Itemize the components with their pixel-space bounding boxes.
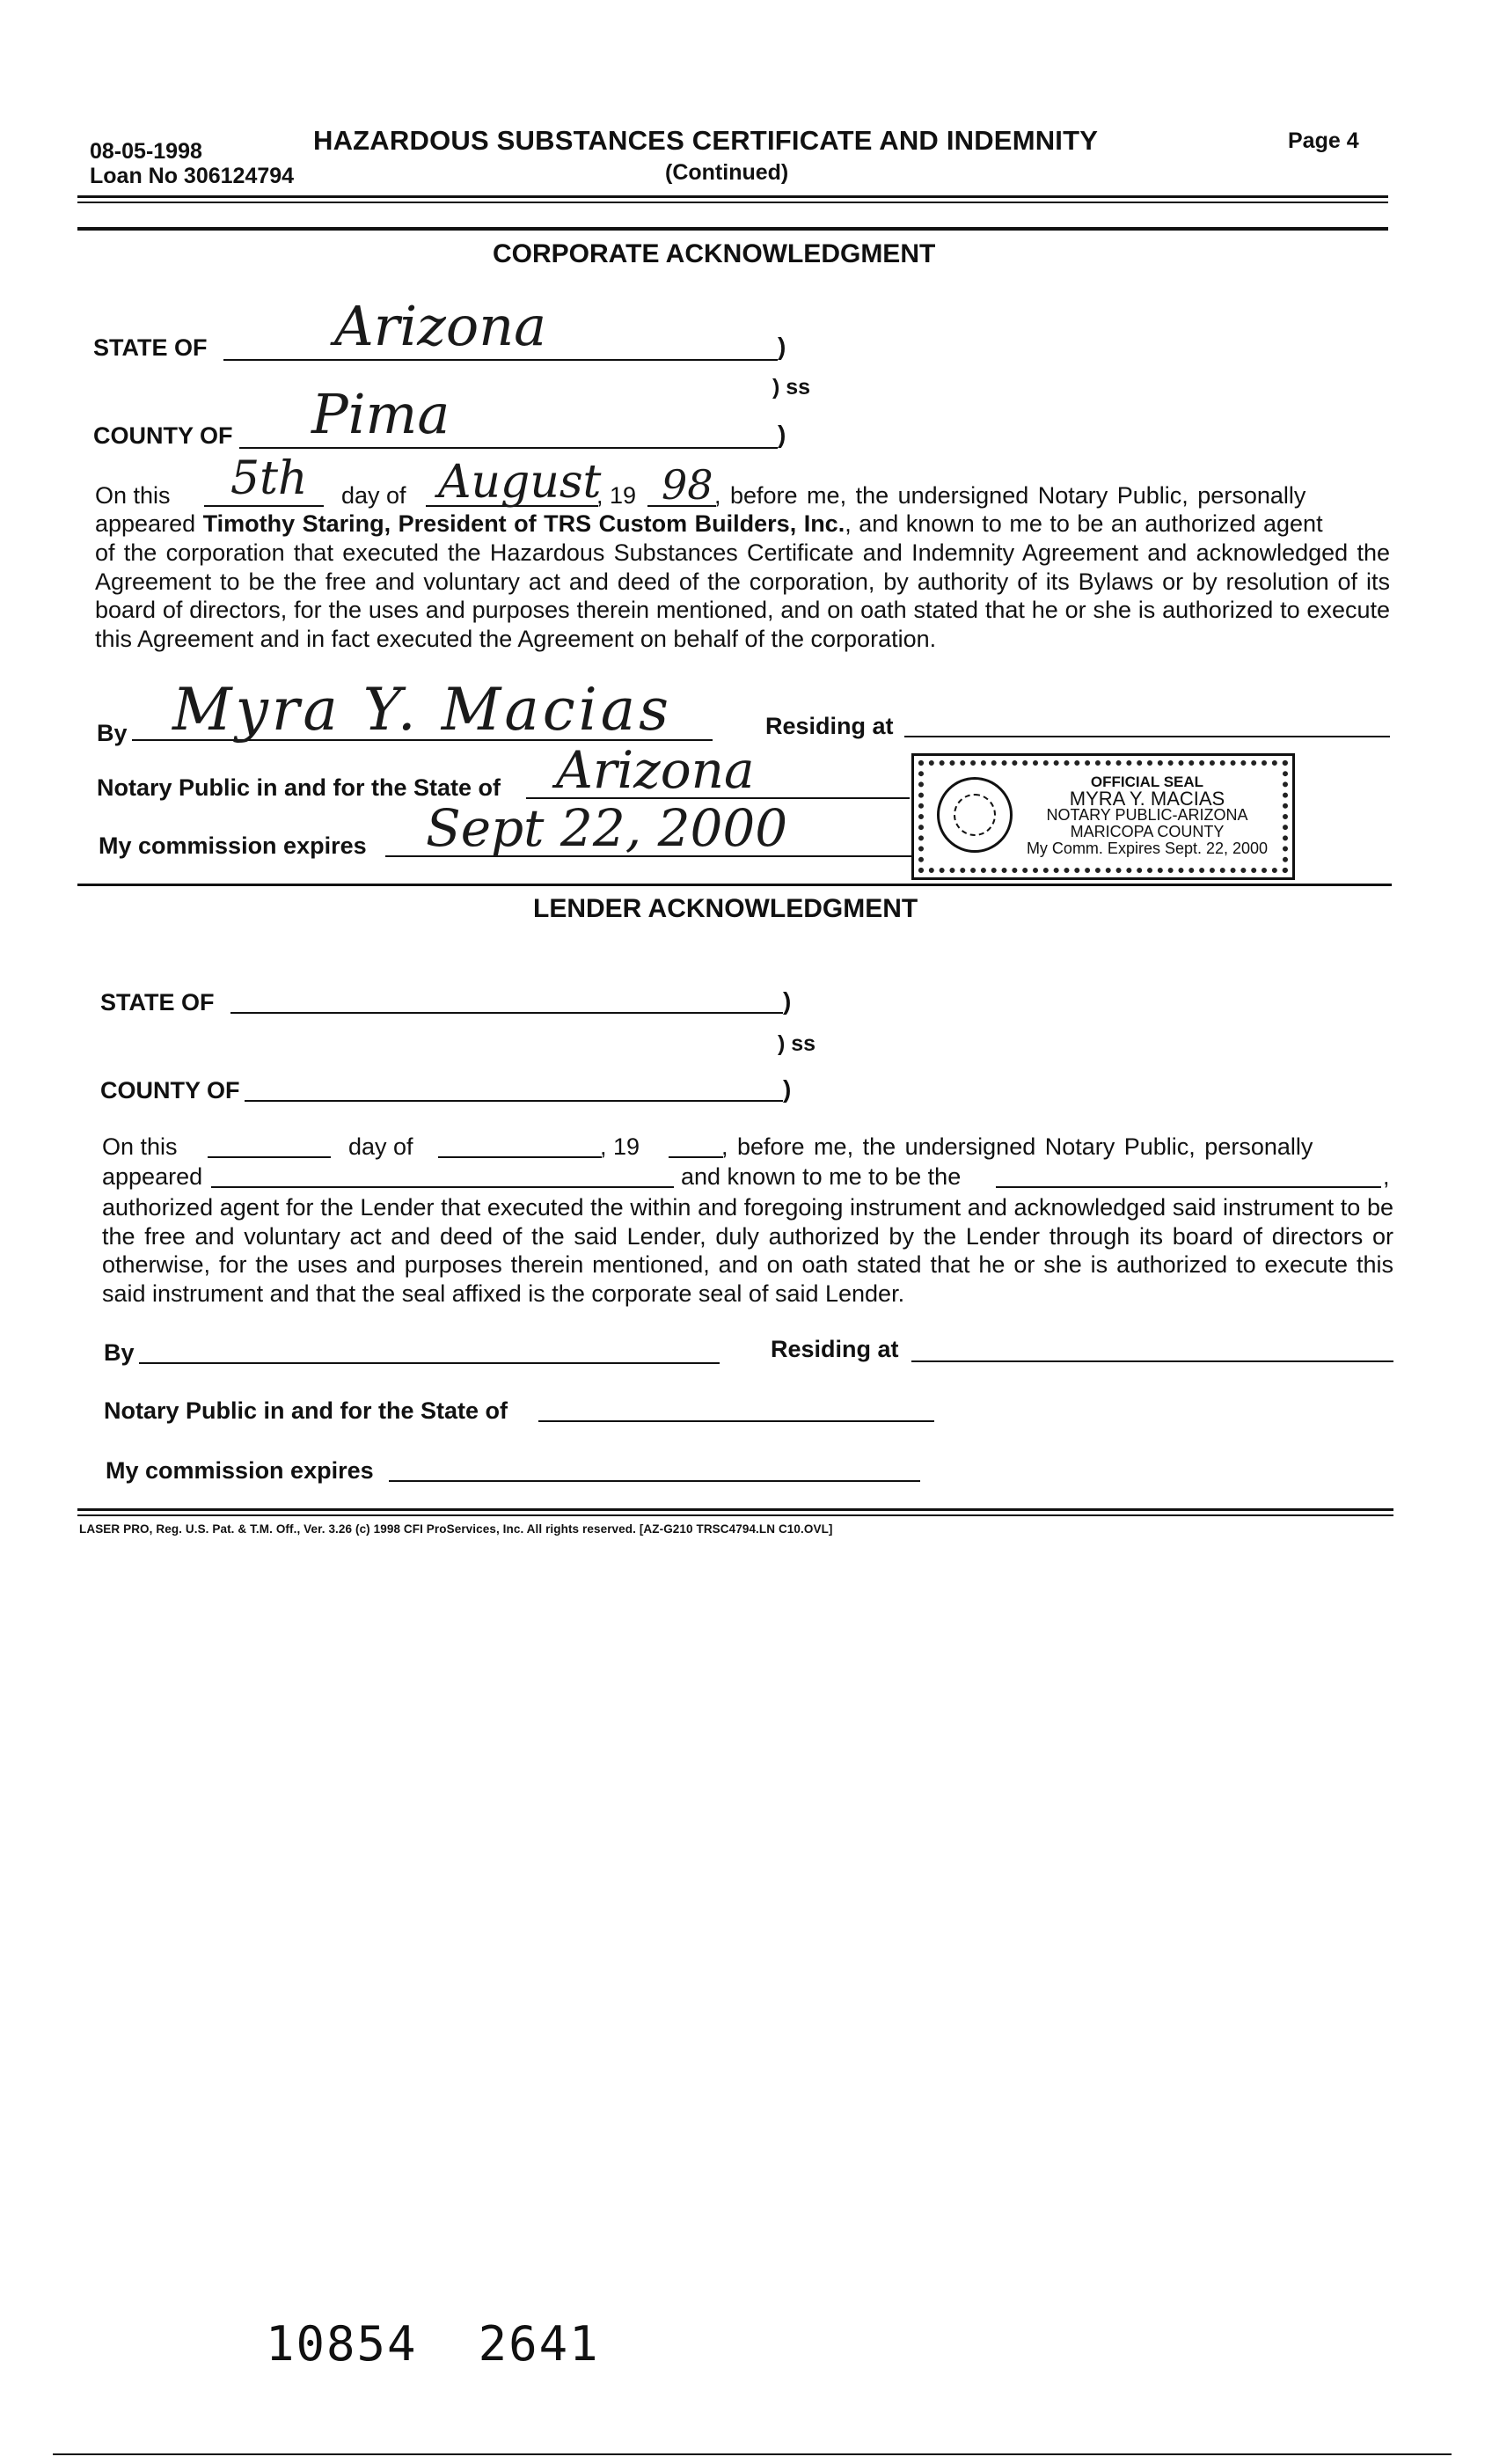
- corporate-residing-label: Residing at: [765, 713, 894, 739]
- lender-line1-rest: , before me, the undersigned Notary Public, personally: [721, 1133, 1313, 1160]
- corporate-commission-value: Sept 22, 2000: [426, 798, 788, 858]
- corporate-day-value: 5th: [230, 452, 308, 505]
- page-bottom-rule: [53, 2453, 1452, 2455]
- corporate-notary-state: Arizona: [556, 740, 755, 800]
- lender-by-label: By: [104, 1339, 135, 1366]
- lender-state-label: STATE OF: [100, 989, 215, 1016]
- corporate-state-paren: ): [778, 333, 786, 360]
- seal-line-notary: NOTARY PUBLIC-ARIZONA: [1046, 806, 1248, 824]
- corporate-state-field: [223, 359, 778, 361]
- arizona-seal-emblem-icon: [937, 777, 1013, 853]
- lender-title-field: [996, 1186, 1381, 1188]
- lender-year-field: [669, 1156, 723, 1158]
- document-title: HAZARDOUS SUBSTANCES CERTIFICATE AND INDEMNITY: [313, 125, 1099, 156]
- header-loan-number: Loan No 306124794: [90, 164, 295, 188]
- lender-known-text: and known to me to be the: [681, 1163, 962, 1190]
- corporate-year-value: 98: [662, 461, 713, 509]
- lender-body-paragraph: authorized agent for the Lender that executed the within and foregoing instrument and acknowledged said instrument to be the free and voluntary act and deed of the said Lender, duly authorized by the Lender through its board of directors or otherwise, for the uses and purposes therein mentioned, and on oath stated that he or she is authorized to execute this said instrument and that the seal affixed is the corporate seal of said Lender.: [102, 1194, 1393, 1307]
- corporate-on-this: On this: [95, 482, 171, 509]
- footer-rule-top: [77, 1508, 1393, 1511]
- lender-notary-field: [538, 1420, 934, 1422]
- corporate-appeared-rest: , and known to me to be an authorized agent: [845, 510, 1323, 537]
- lender-appeared-field: [211, 1186, 674, 1188]
- corporate-residing-field: [904, 736, 1390, 737]
- lender-day-field: [208, 1156, 331, 1158]
- lender-commission-field: [389, 1480, 920, 1482]
- seal-line-name: MYRA Y. MACIAS: [1069, 788, 1225, 810]
- corporate-section-title: CORPORATE ACKNOWLEDGMENT: [493, 239, 936, 268]
- lender-day-of: day of: [348, 1133, 413, 1160]
- lender-county-paren: ): [783, 1075, 792, 1103]
- section-divider-rule: [77, 884, 1392, 886]
- lender-notary-label: Notary Public in and for the State of: [104, 1397, 508, 1424]
- lender-ss: ) ss: [778, 1031, 816, 1056]
- lender-month-field: [438, 1156, 602, 1158]
- document-subtitle: (Continued): [665, 160, 789, 185]
- lender-commission-label: My commission expires: [106, 1457, 374, 1484]
- corporate-line1-rest: , before me, the undersigned Notary Public, personally: [714, 482, 1306, 509]
- header-rule-second: [77, 227, 1388, 231]
- header-date: 08-05-1998: [90, 139, 202, 164]
- corporate-commission-label: My commission expires: [99, 832, 367, 859]
- footer-rule-bottom: [77, 1514, 1393, 1516]
- official-notary-seal: [911, 753, 1295, 880]
- lender-state-field: [230, 1012, 783, 1014]
- corporate-body-paragraph: of the corporation that executed the Hazardous Substances Certificate and Indemnity Agreement and acknowledged the Agreement to be the free and voluntary act and deed of the corporation, by authority of its Bylaws or by resolution of its board of directors, for the uses and purposes therein mentioned, and on oath stated that he or she is authorized to execute this Agreement and in fact executed the Agreement on behalf of the corporation.: [95, 539, 1390, 652]
- corporate-state-label: STATE OF: [93, 334, 208, 361]
- footer-copyright: LASER PRO, Reg. U.S. Pat. & T.M. Off., Ver. 3.26 (c) 1998 CFI ProServices, Inc. All rights reserved. [AZ-G210 TRSC4794.LN C10.OVL]: [79, 1522, 833, 1536]
- lender-by-field: [139, 1362, 720, 1364]
- corporate-notary-label: Notary Public in and for the State of: [97, 774, 501, 801]
- lender-year-prefix: , 19: [600, 1133, 640, 1160]
- lender-appeared-label: appeared: [102, 1163, 203, 1190]
- notary-signature: Myra Y. Macias: [172, 676, 672, 744]
- corporate-day-field: [204, 505, 324, 507]
- lender-county-label: COUNTY OF: [100, 1077, 240, 1104]
- lender-residing-label: Residing at: [771, 1336, 899, 1362]
- lender-residing-field: [911, 1360, 1393, 1362]
- corporate-ss: ) ss: [772, 375, 811, 400]
- header-rule-bottom: [77, 202, 1388, 203]
- corporate-state-value: Arizona: [334, 294, 547, 358]
- seal-line-expires: My Comm. Expires Sept. 22, 2000: [1026, 840, 1269, 857]
- lender-title-comma: ,: [1383, 1163, 1390, 1190]
- corporate-county-paren: ): [778, 421, 786, 448]
- lender-section-title: LENDER ACKNOWLEDGMENT: [533, 894, 918, 923]
- corporate-appeared-label: appeared: [95, 510, 203, 537]
- corporate-day-of: day of: [341, 482, 406, 509]
- lender-state-paren: ): [783, 987, 792, 1015]
- header-rule-top: [77, 195, 1388, 198]
- seal-line-official: OFFICIAL SEAL: [1090, 774, 1204, 790]
- corporate-appeared-name: Timothy Staring, President of TRS Custom Builders, Inc.: [202, 510, 845, 537]
- corporate-county-field: [239, 447, 778, 449]
- seal-line-county: MARICOPA COUNTY: [1070, 823, 1225, 840]
- lender-county-field: [245, 1100, 783, 1102]
- lender-on-this: On this: [102, 1133, 178, 1160]
- page-number: Page 4: [1288, 128, 1359, 153]
- corporate-county-label: COUNTY OF: [93, 422, 233, 449]
- corporate-year-prefix: , 19: [596, 482, 637, 509]
- document-number: 10854 2641: [266, 2316, 600, 2372]
- corporate-county-value: Pima: [311, 382, 450, 446]
- corporate-month-value: August: [438, 456, 602, 509]
- corporate-by-label: By: [97, 720, 128, 746]
- corporate-appeared-line: [95, 510, 1323, 538]
